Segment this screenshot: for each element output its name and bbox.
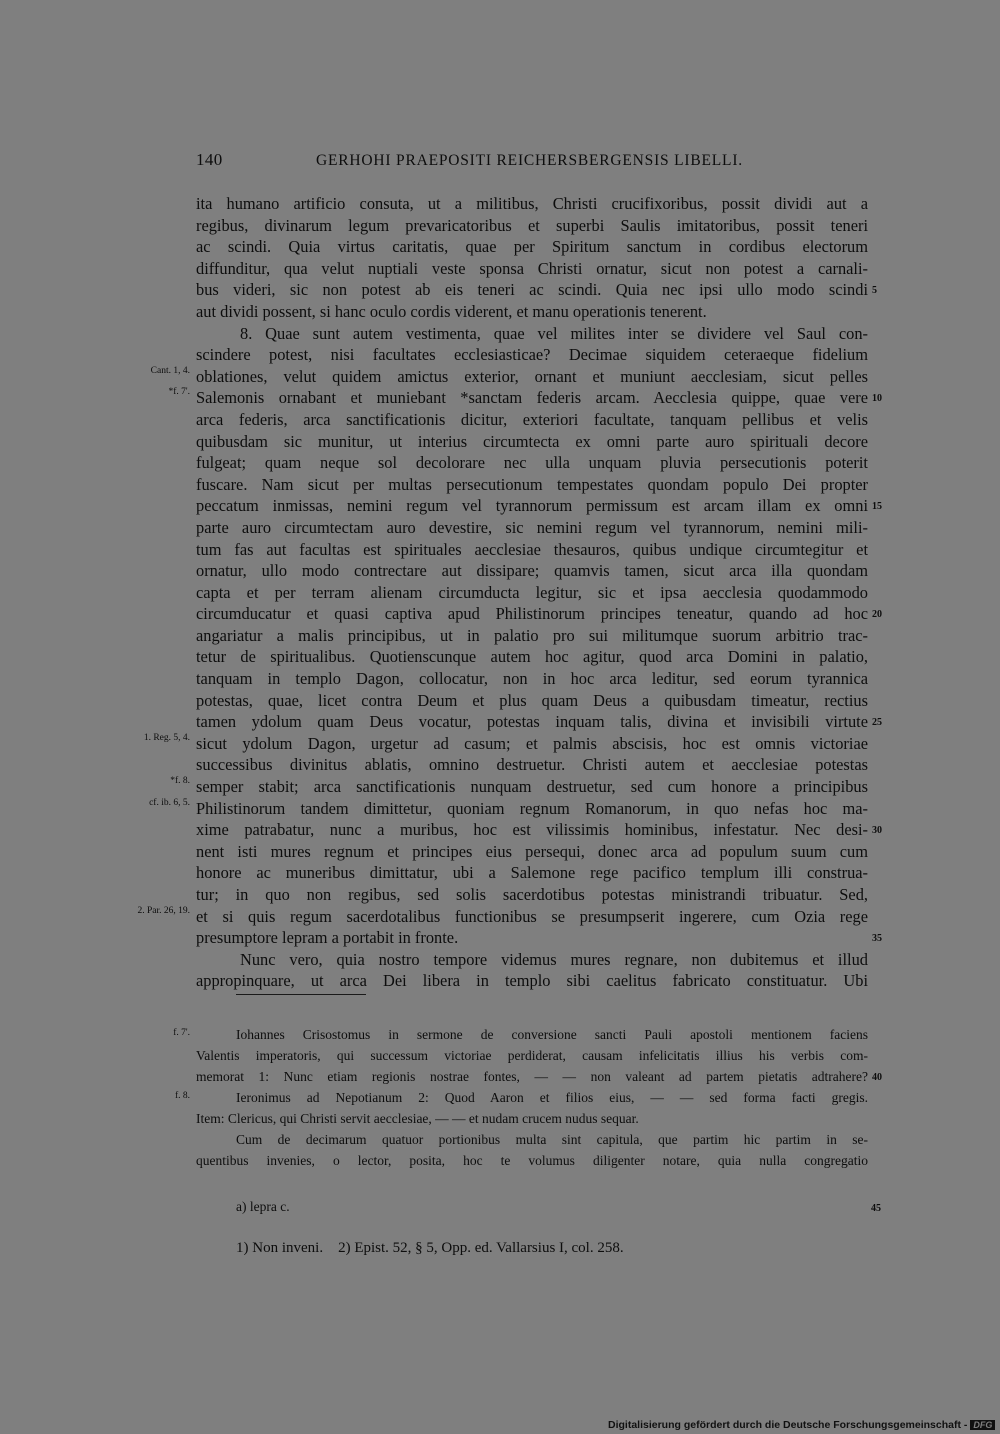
apparatus-note: a) lepra c. bbox=[236, 1199, 290, 1214]
margin-reference: *f. 8. bbox=[170, 776, 190, 787]
body-line bbox=[196, 539, 868, 561]
body-line bbox=[196, 279, 877, 301]
body-line-text: tetur de spiritualibus. Quotienscunque autem hoc agitur, quod arca Domini in palatio, bbox=[196, 647, 868, 667]
body-line-text: tur; in quo non regibus, sed solis sacerdotibus potestas ministrandi tribuatur. Sed, bbox=[196, 885, 868, 904]
running-title: GERHOHI PRAEPOSITI REICHERSBERGENSIS LIBELLI. bbox=[316, 152, 743, 169]
note-line bbox=[196, 1108, 868, 1129]
body-line-text: ac scindi. Quia virtus caritatis, quae per Spiritum sanctum in cordibus electorum bbox=[196, 237, 868, 257]
margin-reference: 1. Reg. 5, 4. bbox=[143, 732, 190, 743]
marginal-notes-block bbox=[173, 1024, 882, 1171]
body-line bbox=[196, 625, 868, 647]
body-line-text: xime patrabatur, nunc a muribus, hoc est vilissimis hominibus, infestatur. Nec desi- bbox=[196, 820, 868, 840]
body-line bbox=[196, 474, 868, 496]
body-line bbox=[196, 258, 868, 280]
body-line-text: angariatur a malis principibus, ut in palatio pro sui militumque suorum arbitrio trac- bbox=[196, 625, 868, 645]
apparatus-line-number: 45 bbox=[871, 1203, 881, 1214]
body-line-text: peccatum inmissas, nemini regum vel tyrannorum permissum est arcam illam ex omni bbox=[196, 496, 868, 516]
margin-reference: Cant. 1, 4. bbox=[150, 365, 190, 376]
dfg-logo: DFG bbox=[970, 1420, 995, 1430]
body-line bbox=[150, 365, 868, 388]
note-line bbox=[174, 1087, 868, 1108]
body-line bbox=[196, 884, 868, 906]
running-header bbox=[196, 150, 868, 180]
body-line-text: oblationes, velut quidem amictus exterior, ornant et muniunt aecclesiam, sicut pelles bbox=[196, 366, 868, 386]
body-line-text: presumptore lepram a portabit in fronte. bbox=[196, 928, 459, 948]
line-number: 10 bbox=[872, 393, 882, 405]
source-footnotes: 1) Non inveni. 2) Epist. 52, § 5, Opp. ed. Vallarsius I, col. 258. bbox=[236, 1240, 624, 1256]
note-line bbox=[196, 1066, 882, 1087]
body-line bbox=[196, 603, 882, 625]
note-line bbox=[196, 1129, 868, 1150]
note-line-text: memorat 1: Nunc etiam regionis nostrae fontes, — — non valeant ad partem pietatis adtrahere? bbox=[196, 1069, 868, 1084]
note-line bbox=[173, 1024, 868, 1045]
body-line bbox=[196, 452, 868, 474]
note-line-text: Ieronimus ad Nepotianum 2: Quod Aaron et filios eius, — — sed forma facti gregis. bbox=[236, 1090, 868, 1105]
body-line-text: regibus, divinarum legum prevaricatoribus et superbi Saulis imitatoribus, possit teneri bbox=[196, 215, 868, 235]
footnote-rule bbox=[236, 994, 366, 995]
body-line bbox=[196, 236, 868, 258]
digitization-footer bbox=[608, 1419, 995, 1431]
body-line bbox=[196, 344, 868, 366]
body-line bbox=[196, 819, 882, 841]
line-number: 25 bbox=[872, 717, 882, 729]
body-line bbox=[196, 517, 868, 539]
body-line bbox=[196, 301, 868, 323]
note-line bbox=[196, 1150, 868, 1171]
line-number: 20 bbox=[872, 609, 882, 621]
body-line-text: diffunditur, qua velut nuptiali veste sponsa Christi ornatur, sicut non potest a carnali- bbox=[196, 258, 868, 278]
body-line bbox=[170, 776, 868, 798]
body-line bbox=[196, 560, 868, 582]
body-line bbox=[196, 970, 868, 992]
margin-reference: cf. ib. 6, 5. bbox=[149, 797, 190, 808]
body-line bbox=[196, 582, 868, 604]
body-line-text: scindere potest, nisi facultates ecclesiasticae? Decimae siquidem ceteraeque fidelium bbox=[196, 345, 868, 365]
body-line bbox=[196, 949, 868, 971]
body-line bbox=[168, 387, 882, 409]
main-text bbox=[137, 193, 882, 992]
body-line-text: semper stabit; arca sanctificationis nunquam destruetur, sed cum honore a principibus bbox=[196, 777, 868, 797]
body-line-text: sicut ydolum Dagon, urgetur ad casum; et palmis abscisis, hoc est omnis victoriae bbox=[196, 733, 868, 753]
body-line bbox=[149, 797, 868, 820]
body-line bbox=[196, 862, 868, 884]
body-line-text: ita humano artificio consuta, ut a militibus, Christi crucifixoribus, possit dividi aut a bbox=[196, 194, 868, 213]
body-line bbox=[196, 711, 882, 733]
margin-reference: 2. Par. 26, 19. bbox=[137, 905, 190, 916]
body-line-text: Salemonis ornabant et muniebant *sanctam federis arcam. Aecclesia quippe, quae vere bbox=[196, 388, 868, 408]
body-line-text: successibus divinitus ablatis, omnino destruetur. Christi autem et aecclesiae potestas bbox=[196, 755, 868, 775]
body-line bbox=[137, 905, 868, 928]
margin-reference: f. 7'. bbox=[173, 1028, 190, 1038]
body-line-text: et si quis regum sacerdotalibus functionibus se presumpserit ingerere, cum Ozia rege bbox=[196, 906, 868, 926]
body-line bbox=[196, 668, 868, 690]
body-line-text: honore ac muneribus dimittatur, ubi a Salemone rege pacifico templum illi construa- bbox=[196, 863, 868, 883]
body-line-text: aut dividi possent, si hanc oculo cordis viderent, et manu operationis tenerent. bbox=[196, 301, 707, 321]
margin-reference: f. 8. bbox=[174, 1091, 190, 1101]
body-line bbox=[196, 927, 882, 949]
body-line-text: tamen ydolum quam Deus vocatur, potestas inquam talis, divina et invisibili virtute bbox=[196, 712, 868, 732]
note-line-text: Iohannes Crisostomus in sermone de conversione sancti Pauli apostoli mentionem faciens bbox=[236, 1027, 868, 1042]
body-line-text: bus videri, sic non potest ab eis teneri ac scindi. Quia nec ipsi ullo modo scindi bbox=[196, 280, 868, 300]
body-line-text: arca federis, arca sanctificationis dicitur, exteriori facultate, tanquam pellibus et velis bbox=[196, 409, 868, 429]
body-line-text: fuscare. Nam sicut per multas persecutionum tempestates quondam populo Dei propter bbox=[196, 474, 868, 494]
body-line bbox=[196, 323, 868, 345]
line-number: 30 bbox=[872, 825, 882, 837]
body-line-text: tanquam in templo Dagon, collocatur, non in hoc arca leditur, sed eorum tyrannica bbox=[196, 669, 868, 689]
body-line-text: nent isti mures regnum et principes eius persequi, donec arca ad populum suum cum bbox=[196, 841, 868, 861]
note-line-text: quentibus invenies, o lector, posita, hoc te volumus diligenter notare, quia nulla congregatio bbox=[196, 1153, 868, 1168]
footer-text: Digitalisierung gefördert durch die Deutsche Forschungsgemeinschaft - bbox=[608, 1419, 968, 1431]
body-line bbox=[196, 409, 868, 431]
body-line-text: potestas, quae, licet contra Deum et plus quam Deus a quibusdam timeatur, rectius bbox=[196, 690, 868, 710]
page-number: 140 bbox=[196, 150, 223, 169]
body-line bbox=[196, 193, 868, 215]
margin-reference: *f. 7'. bbox=[168, 387, 190, 398]
body-line bbox=[196, 215, 868, 237]
body-line bbox=[196, 646, 868, 668]
body-line-text: quibusdam sic munitur, ut interius circumtecta ex omni parte auro spirituali decore bbox=[196, 431, 868, 451]
body-line-text: Philistinorum tandem dimittetur, quoniam regnum Romanorum, in quo nefas hoc ma- bbox=[196, 798, 868, 818]
body-line-text: parte auro circumtectam auro devestire, sic nemini regum vel tyrannorum, nemini mili- bbox=[196, 517, 868, 537]
body-line-text: circumducatur et quasi captiva apud Philistinorum principes teneatur, quando ad hoc bbox=[196, 604, 868, 624]
note-line bbox=[196, 1045, 868, 1066]
body-line bbox=[143, 732, 868, 755]
body-line-text: ornatur, ullo modo contrectare aut dissipare; quamvis tamen, sicut arca illa quondam bbox=[196, 561, 868, 581]
body-line-text: appropinquare, ut arca Dei libera in templo sibi caelitus fabricato constituatur. Ubi bbox=[196, 971, 868, 991]
body-line bbox=[196, 690, 868, 712]
note-line-text: Cum de decimarum quatuor portionibus multa sint capitula, que partim hic partim in se- bbox=[236, 1132, 868, 1147]
note-line-text: Valentis imperatoris, qui successum victoriae perdiderat, causam infelicitatis illius his verbis com- bbox=[196, 1048, 868, 1063]
body-line-text: capta et per terram alienam circumducta legitur, sic et ipsa aecclesia quodammodo bbox=[196, 582, 868, 602]
body-line bbox=[196, 495, 882, 517]
line-number: 5 bbox=[872, 285, 877, 297]
line-number: 35 bbox=[872, 933, 882, 945]
body-line bbox=[196, 841, 868, 863]
line-number: 15 bbox=[872, 501, 882, 513]
body-line-text: 8. Quae sunt autem vestimenta, quae vel milites inter se dividere vel Saul con- bbox=[240, 323, 868, 343]
body-line-text: fulgeat; quam neque sol decolorare nec ulla unquam pluvia persecutionis poterit bbox=[196, 453, 868, 473]
note-line-text: Item: Clericus, qui Christi servit aecclesiae, — — et nudam crucem nudus sequar. bbox=[196, 1111, 639, 1126]
body-line bbox=[196, 754, 868, 776]
body-line-text: Nunc vero, quia nostro tempore videmus mures regnare, non dubitemus et illud bbox=[240, 949, 868, 969]
line-number: 40 bbox=[872, 1072, 882, 1083]
body-line-text: tum fas aut facultas est spirituales aecclesiae thesauros, quibus undique circumtegitur et bbox=[196, 539, 868, 559]
body-line bbox=[196, 431, 868, 453]
